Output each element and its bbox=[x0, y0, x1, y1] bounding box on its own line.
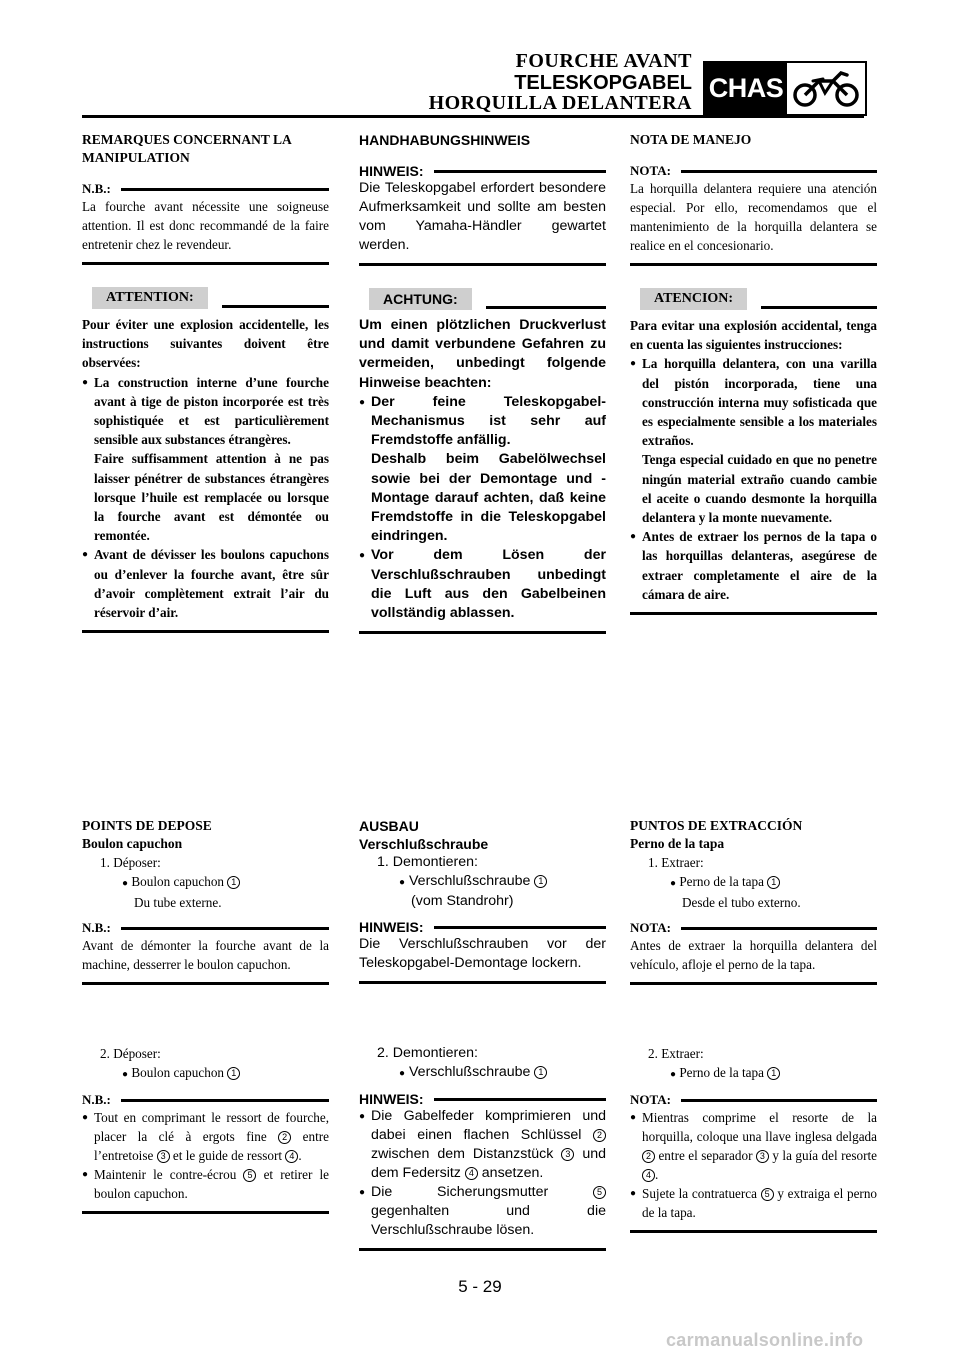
de-note2-text: Die Verschlußschrauben vor der Teleskopgabel-Demontage lockern. bbox=[359, 936, 606, 971]
es-note2-rule bbox=[630, 982, 877, 985]
es-note-rule bbox=[630, 263, 877, 266]
de-section-title: HANDHABUNGSHINWEIS bbox=[359, 132, 531, 148]
de-note3-header: HINWEIS: bbox=[359, 1091, 606, 1107]
fr-note3-body: ● Tout en comprimant le ressort de fourche, placer la clé à ergots fine 2 entre l’entretoise 3 et le guide de ressort 4 . ● Maintenir le contre-écrou 5 et retirer le boulon capuchon. bbox=[82, 1110, 330, 1201]
page-number: 5 - 29 bbox=[458, 1277, 502, 1296]
bullet-dot-icon: ● bbox=[630, 1188, 637, 1199]
es-note2-header: NOTA: bbox=[630, 920, 877, 936]
fr-note2-rule bbox=[82, 982, 329, 985]
es-step-2: 2. Extraer: ● Perno de la tapa 1 bbox=[630, 1044, 877, 1084]
fr-warning-rule bbox=[82, 630, 329, 633]
de-warning-rule bbox=[359, 631, 606, 634]
es-note2-text: Antes de extraer la horquilla delantera del vehículo, afloje el perno de la tapa. bbox=[630, 938, 877, 972]
fr-step2-section bbox=[82, 1044, 329, 1214]
es-warning-header: ATENCION: bbox=[630, 288, 877, 310]
fr-note3-header: N.B.: bbox=[82, 1092, 329, 1108]
header-title-fr: FOURCHE AVANT bbox=[515, 50, 692, 72]
bullet-dot-icon: ● bbox=[122, 878, 129, 889]
chapter-badge bbox=[703, 61, 867, 116]
es-note-text: La horquilla delantera requiere una atención especial. Por ello, recomendamos que el mantenimiento de la horquilla delantera se realice en el concesionario. bbox=[630, 181, 877, 253]
de-removal-title: AUSBAU bbox=[359, 818, 419, 834]
bullet-dot-icon: ● bbox=[359, 396, 366, 408]
watermark: carmanualsonline.info bbox=[666, 1330, 864, 1350]
es-removal-section bbox=[630, 817, 877, 985]
header-title-es: HORQUILLA DELANTERA bbox=[428, 92, 692, 114]
de-note-header: HINWEIS: bbox=[359, 163, 606, 179]
fr-note-rule bbox=[82, 262, 329, 265]
de-step2-section bbox=[359, 1044, 606, 1251]
es-note3-body: ● Mientras comprime el resorte de la horquilla, coloque una llave inglesa delgada 2 entre el separador 3 y la guía del resorte 4 . ● Sujete la contratuerca 5 y extraiga el perno de la tapa. bbox=[630, 1110, 878, 1220]
es-removal-title: PUNTOS DE EXTRACCIÓN bbox=[630, 818, 803, 833]
es-section-title: NOTA DE MANEJO bbox=[630, 132, 752, 147]
bullet-dot-icon: ● bbox=[630, 531, 637, 543]
bullet-dot-icon: ● bbox=[630, 358, 637, 370]
bullet-dot-icon: ● bbox=[359, 1111, 366, 1122]
fr-warning-body: Pour éviter une explosion accidentelle, les instructions suivantes doivent être observées: ● La construction interne d’une fourche avant à tige de piston incorporée est très sophistiquée et est particulièrement sensible aux substances étrangères. Faire suffisamment attention à ne pas laisser pénétrer de substances étrangères lorsque l’huile est remplacée ou lorsque la fourche avant est démontée ou remontée. ● Avant de dévisser les boulons capuchons ou d’enlever la fourche avant, être sûr d’avoir complètement extrait l’air du réservoir d’air. bbox=[82, 315, 329, 622]
bullet-dot-icon: ● bbox=[630, 1112, 637, 1123]
de-step-1: 1. Demontieren: ● Verschlußschraube 1 (vom Standrohr) bbox=[359, 853, 606, 911]
fr-section-title: REMARQUES CONCERNANT LA MANIPULATION bbox=[82, 132, 292, 165]
header-rule bbox=[82, 115, 864, 118]
fr-handling-section bbox=[82, 131, 329, 633]
fr-step-2: 2. Déposer: ● Boulon capuchon 1 bbox=[82, 1044, 329, 1084]
bullet-dot-icon: ● bbox=[359, 1187, 366, 1198]
motorcycle-icon bbox=[787, 63, 865, 114]
de-warning-body: Um einen plötzlichen Druckverlust und damit verbundene Gefahren zu vermeiden, unbedingt folgende Hinweise beachten: ● Der feine Teleskopgabel-Mechanismus ist sehr auf Fremdstoffe anfällig. Deshalb beim Gabelölwechsel sowie bei der Demontage und -Montage darauf achten, daß keine Fremdstoffe in die Teleskopgabel eindringen. ● Vor dem Lösen der Verschlußschrauben unbedingt die Luft aus den Gabelbeinen vollständig ablassen. bbox=[359, 316, 606, 623]
fr-warning-header: ATTENTION: bbox=[82, 287, 329, 309]
es-handling-section bbox=[630, 131, 877, 615]
fr-removal-title: POINTS DE DEPOSE bbox=[82, 818, 212, 833]
header-title-de: TELESKOPGABEL bbox=[514, 72, 692, 94]
bullet-dot-icon: ● bbox=[359, 550, 366, 562]
es-step-1: 1. Extraer: ● Perno de la tapa 1 Desde el tubo externo. bbox=[648, 855, 801, 910]
de-note2-header: HINWEIS: bbox=[359, 919, 606, 935]
bullet-dot-icon: ● bbox=[82, 1169, 89, 1180]
de-note3-body: ● Die Gabelfeder komprimieren und dabei einen flachen Schlüssel 2 zwischen dem Distanzstück 3 und dem Federsitz 4 ansetzen. ● Die Sicherungsmutter 5 gegenhalten und die Verschlußschraube lösen. bbox=[359, 1108, 606, 1238]
bullet-dot-icon: ● bbox=[670, 878, 677, 889]
fr-note-header: N.B.: bbox=[82, 181, 329, 197]
de-note3-rule bbox=[359, 1248, 606, 1251]
es-removal-subtitle: Perno de la tapa bbox=[630, 836, 725, 851]
fr-removal-section bbox=[82, 817, 329, 985]
bullet-dot-icon: ● bbox=[399, 877, 406, 888]
fr-removal-subtitle: Boulon capuchon bbox=[82, 836, 183, 851]
fr-note2-text: Avant de démonter la fourche avant de la machine, desserrer le boulon capuchon. bbox=[82, 938, 329, 972]
es-note-header: NOTA: bbox=[630, 163, 877, 179]
fr-step-1: 1. Déposer: ● Boulon capuchon 1 Du tube externe. bbox=[82, 853, 329, 912]
fr-note-text: La fourche avant nécessite une soigneuse attention. Il est donc recommandé de la faire entretenir chez le revendeur. bbox=[82, 199, 329, 252]
es-step2-section bbox=[630, 1044, 877, 1233]
fr-note3-rule bbox=[82, 1211, 329, 1214]
de-note-rule bbox=[359, 263, 606, 266]
es-note3-header: NOTA: bbox=[630, 1092, 877, 1108]
bullet-dot-icon: ● bbox=[82, 1112, 89, 1123]
bullet-dot-icon: ● bbox=[82, 549, 89, 561]
es-note3-rule bbox=[630, 1230, 877, 1233]
chapter-badge-label: CHAS bbox=[705, 63, 787, 114]
de-removal-subtitle: Verschlußschraube bbox=[359, 836, 489, 852]
de-warning-header: ACHTUNG: bbox=[359, 288, 606, 310]
bullet-dot-icon: ● bbox=[122, 1069, 129, 1080]
bullet-dot-icon: ● bbox=[399, 1068, 406, 1079]
de-note2-rule bbox=[359, 981, 606, 984]
es-warning-body: Para evitar una explosión accidental, tenga en cuenta las siguientes instrucciones: ● La horquilla delantera, con una varilla del pistón incorporada, tiene una construcción interna muy sofisticada que es especialmente sensible a los materiales extraños. Tenga especial cuidado en que no penetre ningún material extraño cuando cambie el aceite o cuando desmonte la horquilla delantera y la monte nuevamente. ● Antes de extraer los pernos de la tapa o las horquillas delanteras, asegúrese de extraer completamente el aire de la cámara de aire. bbox=[630, 316, 877, 604]
de-step-2: 2. Demontieren: ● Verschlußschraube 1 bbox=[359, 1044, 606, 1083]
bullet-dot-icon: ● bbox=[82, 376, 89, 388]
de-note-text: Die Teleskopgabel erfordert besondere Aufmerksamkeit und sollte am besten vom Yamaha-Händler gewartet werden. bbox=[359, 180, 606, 253]
bullet-dot-icon: ● bbox=[670, 1069, 677, 1080]
es-warning-rule bbox=[630, 612, 877, 615]
de-removal-section bbox=[359, 817, 606, 984]
fr-note2-header: N.B.: bbox=[82, 920, 329, 936]
de-handling-section bbox=[359, 131, 606, 634]
